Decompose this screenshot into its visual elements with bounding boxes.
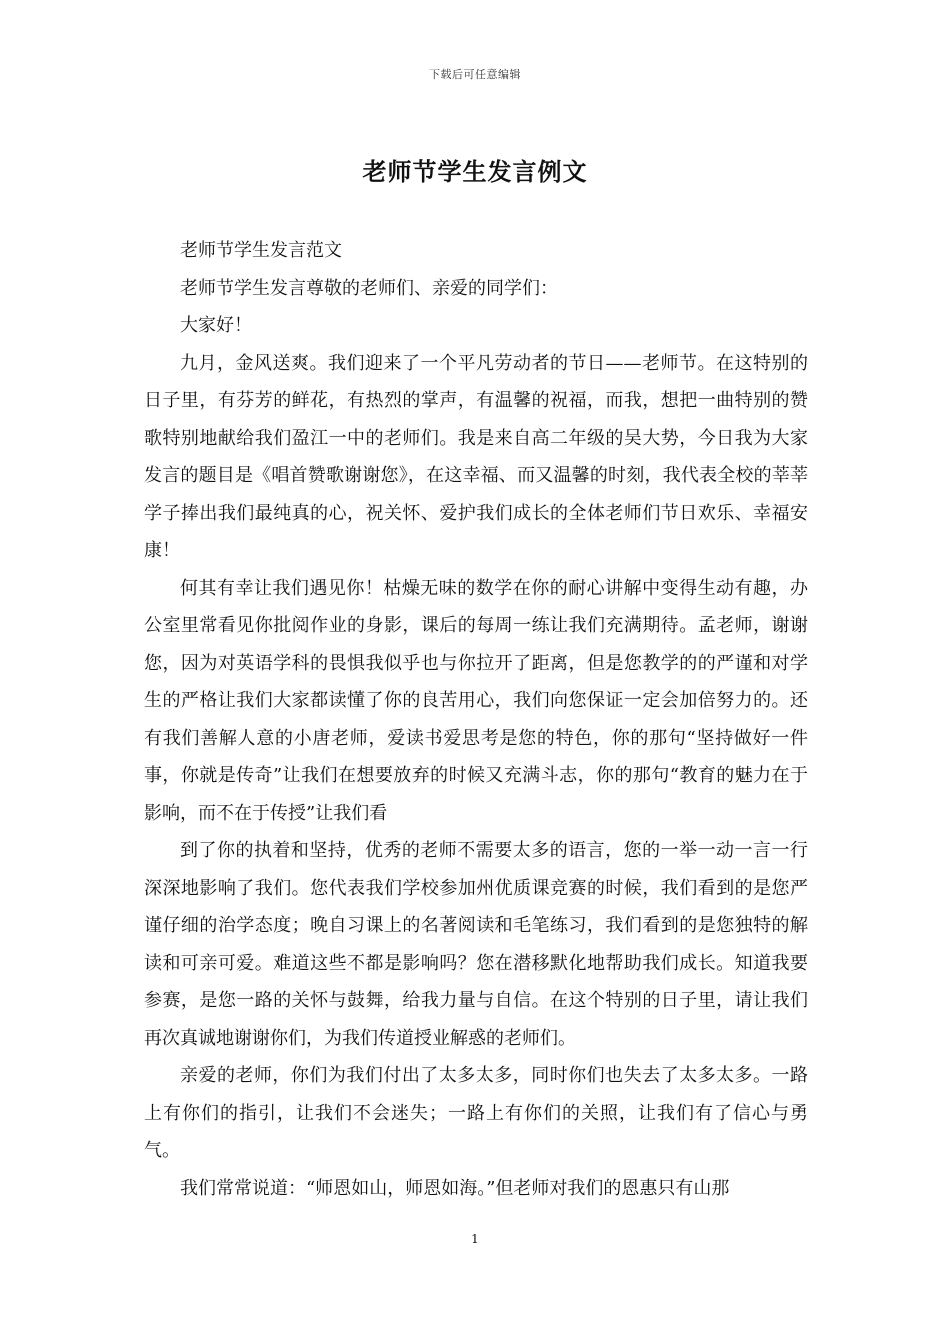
document-title: 老师节学生发言例文	[362, 157, 588, 186]
body-paragraph: 老师节学生发言范文	[180, 240, 342, 261]
body-paragraph: 到了你的执着和坚持，优秀的老师不需要太多的语言，您的一举一动一言一行深深地影响了我们。您代表我们学校参加州优质课竞赛的时候，我们看到的是您严谨仔细的治学态度；晚自习课上的名著阅读和毛笔练习，我们看到的是您独特的解读和可亲可爱。难道这些不都是影响吗？您在潜移默化地帮助我们成长。知道我要参赛，是您一路的关怀与鼓舞，给我力量与自信。在这个特别的日子里，请让我们再次真诚地谢谢你们，为我们传道授业解惑的老师们。	[144, 840, 808, 1049]
header-note: 下载后可任意编辑	[429, 68, 521, 81]
body-paragraph: 大家好！	[180, 315, 252, 336]
body-paragraph: 亲爱的老师，你们为我们付出了太多太多，同时你们也失去了太多太多。一路上有你们的指引，让我们不会迷失；一路上有你们的关照，让我们有了信心与勇气。	[144, 1065, 808, 1161]
document-body	[144, 232, 808, 1207]
body-paragraph: 我们常常说道：“师恩如山，师恩如海。”但老师对我们的恩惠只有山那	[180, 1177, 730, 1199]
page-number: 1	[471, 1232, 479, 1246]
body-paragraph: 何其有幸让我们遇见你！枯燥无味的数学在你的耐心讲解中变得生动有趣，办公室里常看见你批阅作业的身影，课后的每周一练让我们充满期待。孟老师，谢谢您，因为对英语学科的畏惧我似乎也与你拉开了距离，但是您教学的的严谨和对学生的严格让我们大家都读懂了你的良苦用心，我们向您保证一定会加倍努力的。还有我们善解人意的小唐老师，爱读书爱思考是您的特色，你的那句“坚持做好一件事，你就是传奇”让我们在想要放弃的时候又充满斗志，你的那句“教育的魅力在于影响，而不在于传授”让我们看	[144, 577, 808, 824]
body-paragraph: 九月，金风送爽。我们迎来了一个平凡劳动者的节日——老师节。在这特别的日子里，有芬芳的鲜花，有热烈的掌声，有温馨的祝福，而我，想把一曲特别的赞歌特别地献给我们盈江一中的老师们。我是来自高二年级的吴大势，今日我为大家发言的题目是《唱首赞歌谢谢您》，在这幸福、而又温馨的时刻，我代表全校的莘莘学子捧出我们最纯真的心，祝关怀、爱护我们成长的全体老师们节日欢乐、幸福安康！	[144, 352, 808, 561]
body-paragraph: 老师节学生发言尊敬的老师们、亲爱的同学们：	[180, 277, 558, 299]
